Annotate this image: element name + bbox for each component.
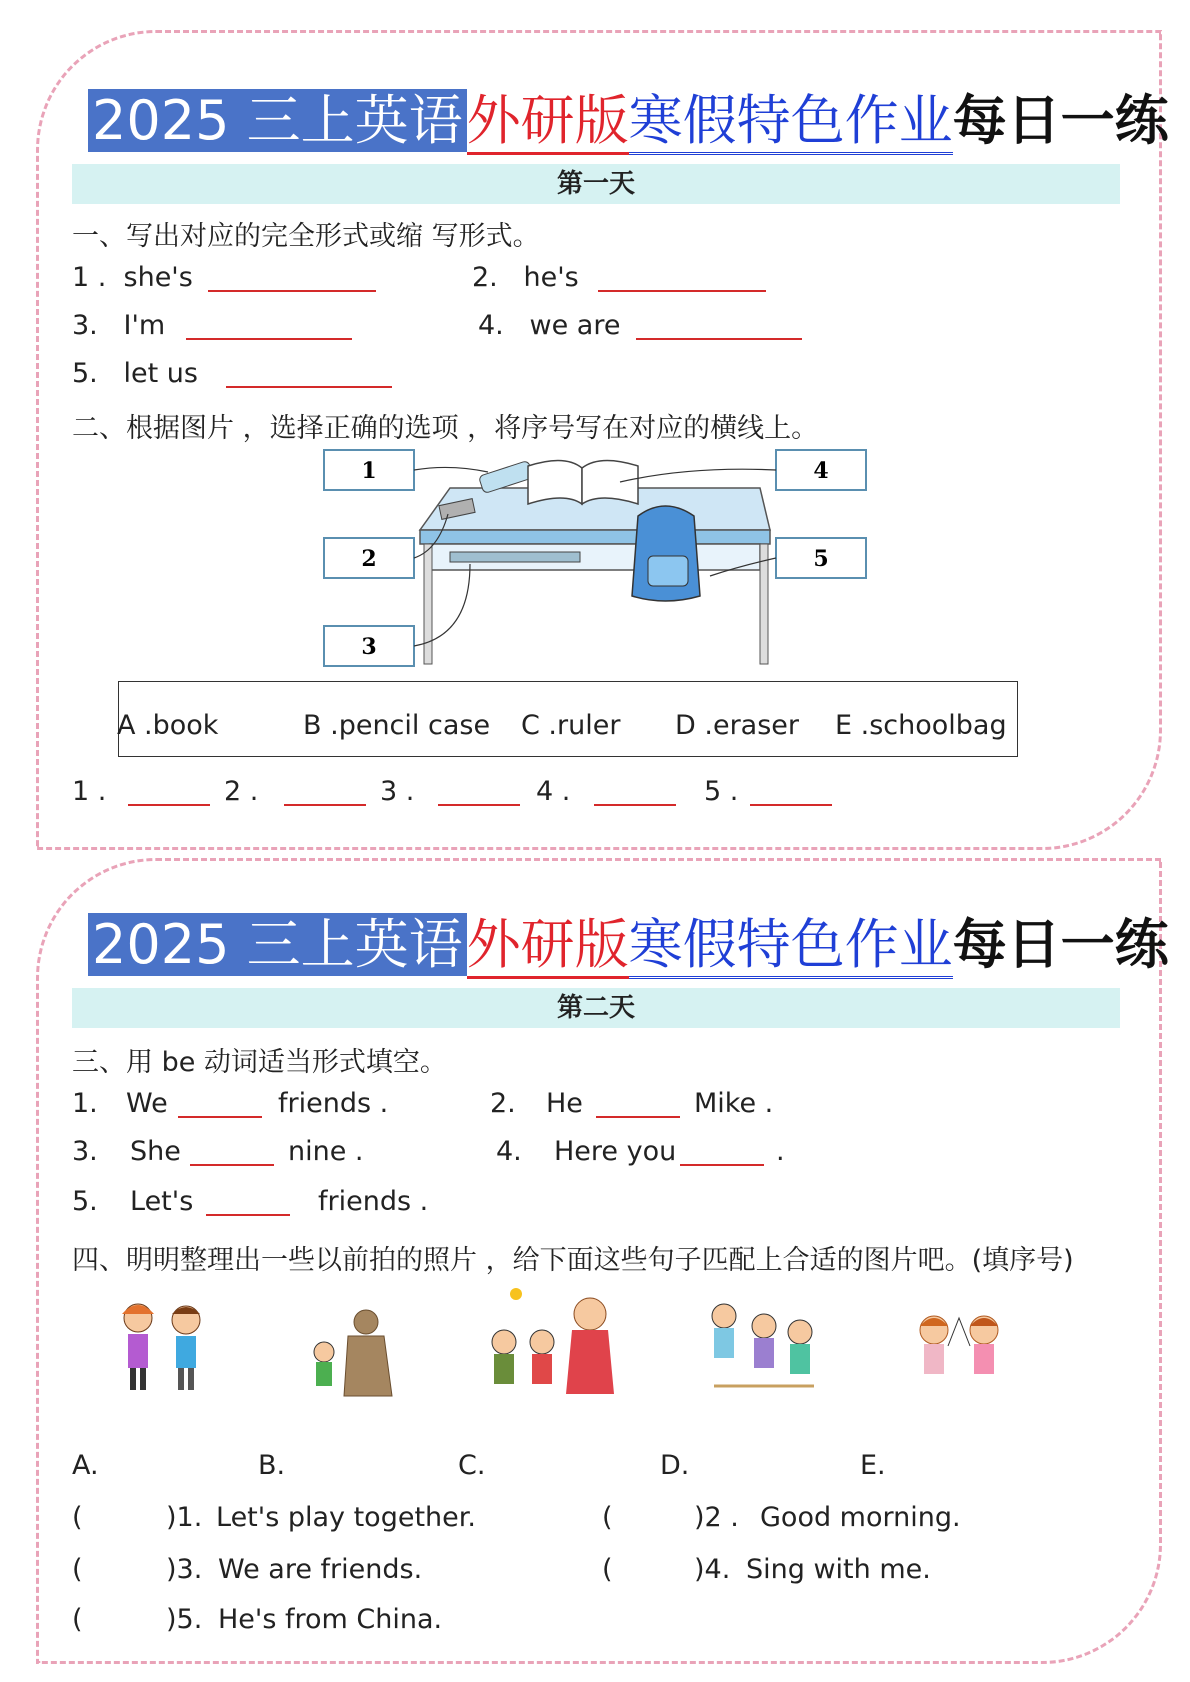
picture-e-high-five-friends: [904, 1300, 1014, 1396]
s4-sentence-1: Let's play together.: [216, 1502, 476, 1533]
desk-icon: [420, 488, 770, 664]
s4-num-3: )3.: [166, 1554, 203, 1585]
picture-a-singing-kids: [108, 1290, 218, 1400]
s4-sentence-5: He's from China.: [218, 1604, 443, 1635]
s2-answer-blank-2[interactable]: [284, 776, 366, 806]
option-d: D .eraser: [675, 710, 799, 741]
s4-num-2: )2 .: [694, 1502, 739, 1533]
s2-answer-blank-4[interactable]: [594, 776, 676, 806]
s3-before-2: He: [546, 1088, 583, 1119]
s4-num-5: )5.: [166, 1604, 203, 1635]
s1-text: he's: [523, 262, 579, 293]
title-highlight: 寒假特色作业: [629, 89, 953, 155]
day-label: 第一天: [556, 169, 635, 199]
picture-b-terracotta-warrior: [304, 1300, 404, 1400]
s3-before-3: She: [130, 1136, 181, 1167]
s4-sentence-2: Good morning.: [760, 1502, 961, 1533]
paren-open-4[interactable]: (: [602, 1554, 613, 1585]
s2-answer-blank-1[interactable]: [128, 776, 210, 806]
s3-blank-4[interactable]: [680, 1136, 764, 1166]
s2-answer-num-1: 1 .: [72, 776, 107, 807]
picture-letter-d: D.: [660, 1450, 690, 1481]
schoolbag-icon: [632, 506, 700, 601]
title-edition: 外研版: [467, 913, 629, 979]
s4-sentence-3: We are friends.: [218, 1554, 423, 1585]
s3-after-1: friends .: [278, 1088, 389, 1119]
picture-c-greeting-kids: [486, 1284, 626, 1400]
paren-open-1[interactable]: (: [72, 1502, 83, 1533]
label-4: 4: [813, 458, 829, 484]
option-c: C .ruler: [521, 710, 621, 741]
s3-num-3: 3.: [72, 1136, 98, 1167]
desk-illustration: [320, 446, 880, 670]
option-a: A .book: [117, 710, 219, 741]
s1-item-3: [72, 310, 165, 341]
s2-answer-num-4: 4 .: [536, 776, 571, 807]
s1-blank-4[interactable]: [636, 310, 802, 340]
paren-open-2[interactable]: (: [602, 1502, 613, 1533]
s2-answer-blank-3[interactable]: [438, 776, 520, 806]
s1-blank-2[interactable]: [598, 262, 766, 292]
s1-num: 2.: [472, 262, 498, 293]
s3-after-2: Mike .: [694, 1088, 774, 1119]
label-1: 1: [361, 458, 377, 484]
s1-blank-3[interactable]: [186, 310, 352, 340]
s1-text: I'm: [123, 310, 166, 341]
s2-answer-num-2: 2 .: [224, 776, 259, 807]
label-box-4: [776, 450, 866, 490]
s3-after-5: friends .: [318, 1186, 429, 1217]
options-box: [118, 681, 1018, 757]
s1-item-5: [72, 358, 198, 389]
s2-answer-blank-5[interactable]: [750, 776, 832, 806]
title-edition: 外研版: [467, 89, 629, 155]
label-2: 2: [361, 546, 377, 572]
title-suffix: 每日一练: [952, 913, 1169, 976]
title-suffix: 每日一练: [952, 89, 1169, 152]
picture-letter-a: A.: [72, 1450, 99, 1481]
s3-num-5: 5.: [72, 1186, 98, 1217]
picture-letter-e: E.: [860, 1450, 886, 1481]
picture-d-playing-kids: [704, 1296, 824, 1400]
page-title-1: [88, 78, 1169, 164]
s3-after-3: nine .: [288, 1136, 364, 1167]
s1-item-1: [72, 262, 193, 293]
label-box-2: [324, 538, 414, 578]
s3-num-2: 2.: [490, 1088, 516, 1119]
s3-before-4: Here you: [554, 1136, 677, 1167]
title-year: 2025 三上英语: [88, 913, 467, 976]
s1-blank-1[interactable]: [208, 262, 376, 292]
day-band-1: [72, 164, 1120, 204]
picture-letter-b: B.: [258, 1450, 286, 1481]
s3-blank-3[interactable]: [190, 1136, 274, 1166]
s2-answer-num-5: 5 .: [704, 776, 739, 807]
option-b: B .pencil case: [303, 710, 491, 741]
label-5: 5: [813, 546, 829, 572]
s3-blank-1[interactable]: [178, 1088, 262, 1118]
s4-num-1: )1.: [166, 1502, 203, 1533]
section4-heading: 四、明明整理出一些以前拍的照片 ，给下面这些句子匹配上合适的图片吧。(填序号): [72, 1245, 1074, 1276]
s3-blank-2[interactable]: [596, 1088, 680, 1118]
s1-text: let us: [123, 358, 198, 389]
s1-num: 4.: [478, 310, 504, 341]
section3-heading: 三、用 be 动词适当形式填空。: [72, 1047, 447, 1078]
s1-item-4: [478, 310, 620, 341]
label-3: 3: [361, 634, 377, 660]
s4-num-4: )4.: [694, 1554, 731, 1585]
option-e: E .schoolbag: [835, 710, 1007, 741]
ruler-icon: [450, 552, 580, 562]
label-box-3: [324, 626, 414, 666]
s3-num-4: 4.: [496, 1136, 522, 1167]
s4-sentence-4: Sing with me.: [746, 1554, 931, 1585]
picture-letter-c: C.: [458, 1450, 486, 1481]
s3-before-1: We: [126, 1088, 168, 1119]
s1-blank-5[interactable]: [226, 358, 392, 388]
paren-open-3[interactable]: (: [72, 1554, 83, 1585]
s1-text: we are: [529, 310, 621, 341]
section1-heading: 一、写出对应的完全形式或缩 写形式。: [72, 221, 540, 252]
label-box-1: [324, 450, 414, 490]
s3-num-1: 1.: [72, 1088, 98, 1119]
s1-num: 1 .: [72, 262, 107, 293]
s1-item-2: [472, 262, 579, 293]
s3-after-4: .: [776, 1136, 785, 1167]
day-label: 第二天: [556, 993, 635, 1023]
s1-text: she's: [123, 262, 193, 293]
paren-open-5[interactable]: (: [72, 1604, 83, 1635]
page-title-2: [88, 902, 1169, 988]
label-box-5: [776, 538, 866, 578]
section2-heading: 二、根据图片 ，选择正确的选项 ，将序号写在对应的横线上。: [72, 413, 819, 444]
day-band-2: [72, 988, 1120, 1028]
s3-blank-5[interactable]: [206, 1186, 290, 1216]
s2-answer-num-3: 3 .: [380, 776, 415, 807]
title-highlight: 寒假特色作业: [629, 913, 953, 979]
s1-num: 3.: [72, 310, 98, 341]
title-year: 2025 三上英语: [88, 89, 467, 152]
s1-num: 5.: [72, 358, 98, 389]
s3-before-5: Let's: [130, 1186, 194, 1217]
